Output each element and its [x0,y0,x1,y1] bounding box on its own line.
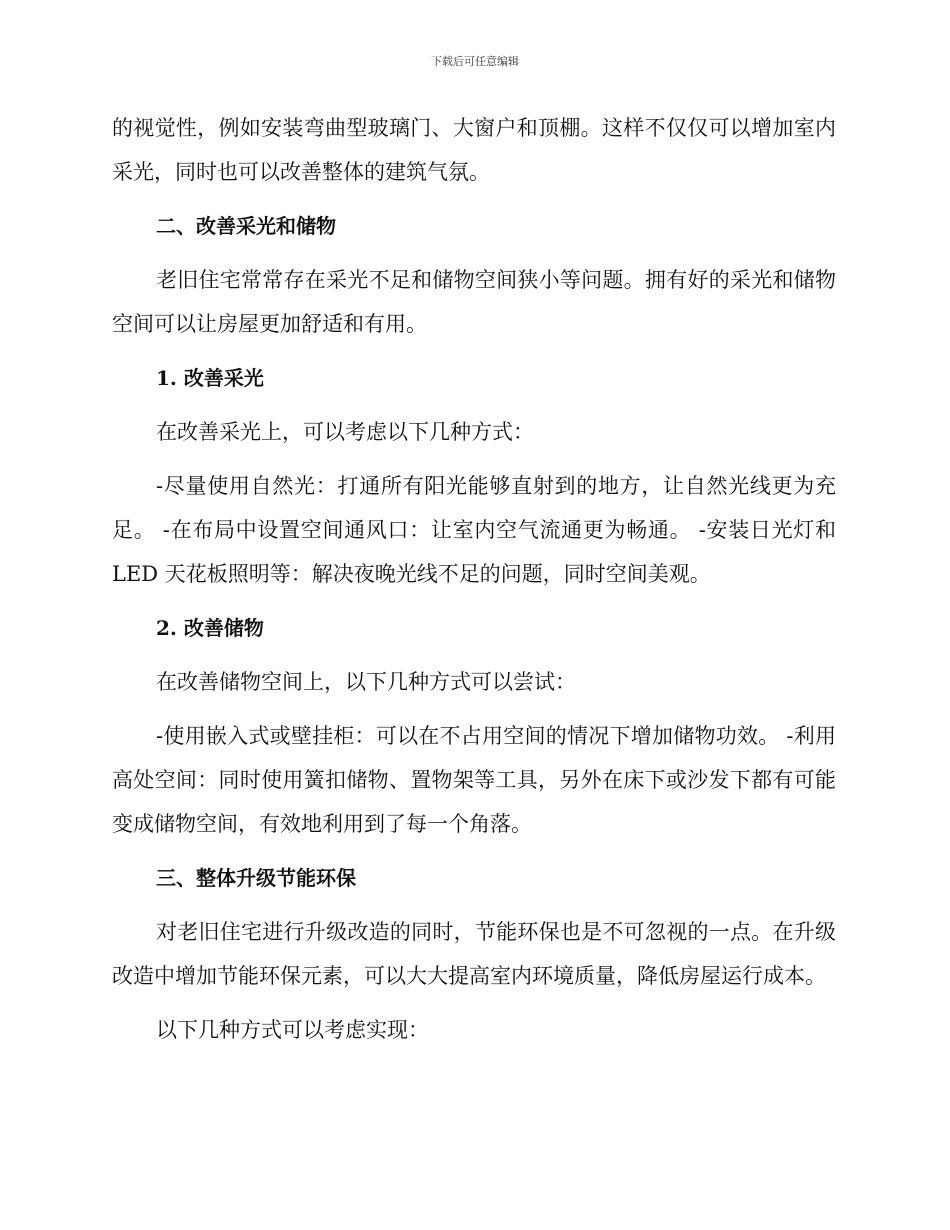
intro-paragraph: 的视觉性，例如安装弯曲型玻璃门、大窗户和顶棚。这样不仅仅可以增加室内采光，同时也可以改善整体的建筑气氛。 [112,116,836,184]
section-3-heading: 三、整体升级节能环保 [156,866,356,890]
section-3-next-paragraph: 以下几种方式可以考虑实现： [156,1018,429,1042]
subsection-2-heading: 2. 改善储物 [156,616,264,640]
subsection-1-heading: 1. 改善采光 [156,366,264,390]
page-header: 下载后可任意编辑 [431,55,519,68]
subsection-1-intro: 在改善采光上，可以考虑以下几种方式： [156,420,534,444]
section-2-heading: 二、改善采光和储物 [156,214,336,238]
subsection-2-list: -使用嵌入式或壁挂柜：可以在不占用空间的情况下增加储物功效。 -利用高处空间：同时使用簧扣储物、置物架等工具，另外在床下或沙发下都有可能变成储物空间，有效地利用到了每一个角落。 [112,724,836,836]
section-3-paragraph: 对老旧住宅进行升级改造的同时，节能环保也是不可忽视的一点。在升级改造中增加节能环保元素，可以大大提高室内环境质量，降低房屋运行成本。 [112,920,836,988]
subsection-1-list: -尽量使用自然光：打通所有阳光能够直射到的地方，让自然光线更为充足。 -在布局中设置空间通风口：让室内空气流通更为畅通。 -安装日光灯和LED 天花板照明等：解决夜晚光线不足的问题，同时空间美观。 [112,474,836,586]
subsection-2-intro: 在改善储物空间上，以下几种方式可以尝试： [156,670,576,694]
section-2-paragraph: 老旧住宅常常存在采光不足和储物空间狭小等问题。拥有好的采光和储物空间可以让房屋更加舒适和有用。 [112,268,836,336]
document-body [112,106,836,1052]
